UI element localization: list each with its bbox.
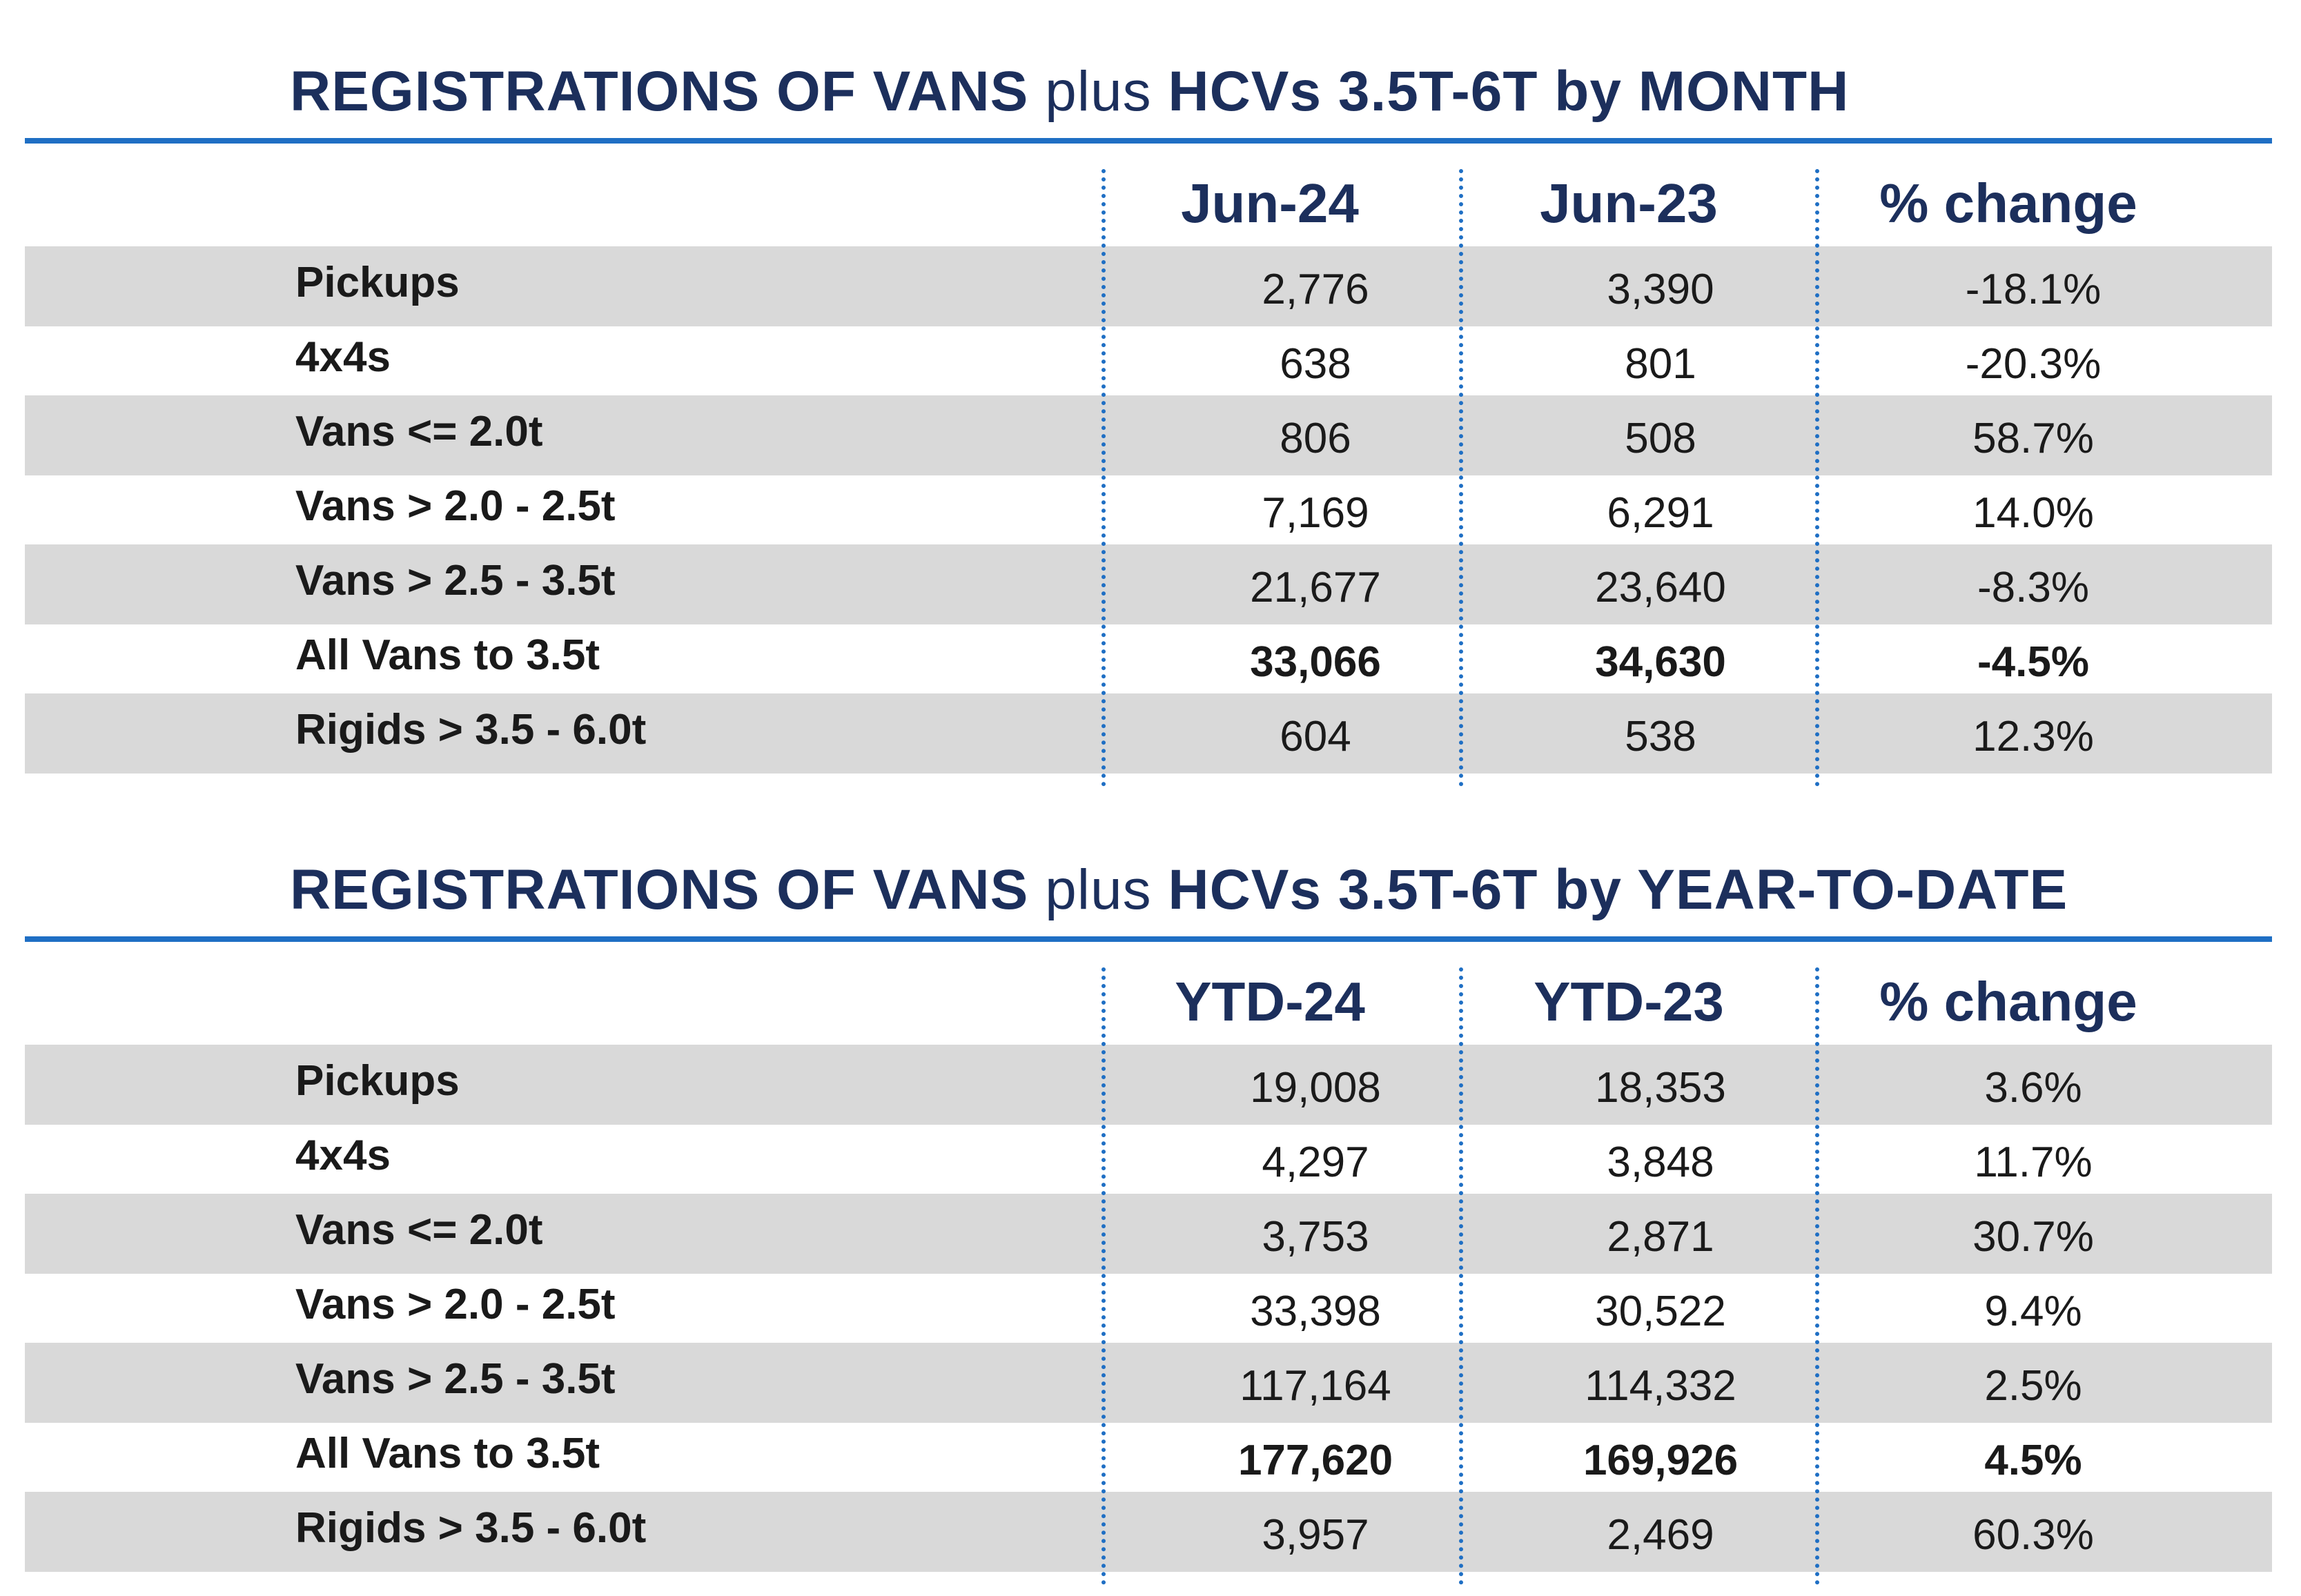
value-change: -8.3% xyxy=(1977,564,2089,611)
table-row xyxy=(25,246,2272,326)
value-change: 4.5% xyxy=(1984,1437,2082,1484)
month-title-rule xyxy=(25,138,2272,144)
column-divider xyxy=(1101,169,1106,787)
row-label: All Vans to 3.5t xyxy=(295,1430,600,1477)
month-title-bold-1: REGISTRATIONS OF VANS xyxy=(290,60,1029,123)
month-header-row xyxy=(0,166,2301,242)
value-change: 14.0% xyxy=(1972,489,2094,537)
month-title-bold-2: HCVs 3.5T-6T by MONTH xyxy=(1168,60,1850,123)
ytd-table-title xyxy=(290,858,2068,923)
ytd-header-current: YTD-24 xyxy=(1175,971,1365,1032)
value-previous: 6,291 xyxy=(1607,489,1714,537)
value-change: 2.5% xyxy=(1984,1362,2082,1410)
value-change: -4.5% xyxy=(1977,638,2089,686)
row-label: Pickups xyxy=(295,1057,460,1105)
value-current: 7,169 xyxy=(1262,489,1369,537)
table-row xyxy=(25,470,2272,550)
value-previous: 801 xyxy=(1625,340,1696,388)
value-current: 33,398 xyxy=(1250,1288,1381,1335)
value-change: 11.7% xyxy=(1974,1139,2093,1186)
column-divider xyxy=(1815,967,1819,1585)
value-change: -20.3% xyxy=(1965,340,2102,388)
month-title-thin: plus xyxy=(1045,60,1152,123)
value-change: 58.7% xyxy=(1972,415,2094,462)
table-row xyxy=(25,1492,2272,1572)
value-previous: 508 xyxy=(1625,415,1696,462)
value-previous: 3,848 xyxy=(1607,1139,1714,1186)
ytd-title-bold-2: HCVs 3.5T-6T by YEAR-TO-DATE xyxy=(1168,858,2068,921)
value-current: 4,297 xyxy=(1262,1139,1369,1186)
row-label: Vans <= 2.0t xyxy=(295,1206,543,1254)
value-previous: 34,630 xyxy=(1595,638,1726,686)
ytd-title-thin: plus xyxy=(1045,858,1152,921)
value-current: 33,066 xyxy=(1250,638,1381,686)
ytd-header-row xyxy=(0,964,2301,1040)
value-current: 19,008 xyxy=(1250,1064,1381,1112)
ytd-header-change: % change xyxy=(1879,971,2137,1032)
row-label: Vans > 2.5 - 3.5t xyxy=(295,557,616,604)
value-previous: 114,332 xyxy=(1585,1362,1736,1410)
ytd-title-bold-1: REGISTRATIONS OF VANS xyxy=(290,858,1029,921)
row-label: Vans > 2.0 - 2.5t xyxy=(295,1281,616,1328)
row-label: Vans > 2.5 - 3.5t xyxy=(295,1355,616,1403)
value-previous: 23,640 xyxy=(1595,564,1726,611)
value-current: 2,776 xyxy=(1262,266,1369,313)
table-row xyxy=(25,544,2272,624)
value-current: 21,677 xyxy=(1250,564,1381,611)
value-previous: 18,353 xyxy=(1595,1064,1726,1112)
row-label: Vans > 2.0 - 2.5t xyxy=(295,482,616,530)
value-change: 12.3% xyxy=(1972,713,2094,760)
row-label: Rigids > 3.5 - 6.0t xyxy=(295,706,647,753)
table-row-total xyxy=(25,619,2272,699)
value-previous: 169,926 xyxy=(1583,1437,1739,1484)
column-divider xyxy=(1459,169,1463,787)
table-row xyxy=(25,395,2272,475)
value-current: 806 xyxy=(1280,415,1351,462)
table-row xyxy=(25,321,2272,401)
ytd-header-previous: YTD-23 xyxy=(1534,971,1724,1032)
value-previous: 3,390 xyxy=(1607,266,1714,313)
value-previous: 30,522 xyxy=(1595,1288,1726,1335)
row-label: Vans <= 2.0t xyxy=(295,408,543,455)
month-table-title xyxy=(290,59,1849,124)
month-header-previous: Jun-23 xyxy=(1540,173,1718,234)
table-row xyxy=(25,1045,2272,1125)
value-previous: 538 xyxy=(1625,713,1696,760)
value-change: 30.7% xyxy=(1972,1213,2094,1261)
table-row xyxy=(25,1268,2272,1348)
table-row xyxy=(25,1343,2272,1423)
row-label: 4x4s xyxy=(295,333,391,381)
column-divider xyxy=(1459,967,1463,1585)
value-change: 60.3% xyxy=(1972,1511,2094,1559)
column-divider xyxy=(1101,967,1106,1585)
table-row xyxy=(25,1119,2272,1199)
value-current: 604 xyxy=(1280,713,1351,760)
table-row xyxy=(25,1194,2272,1274)
column-divider xyxy=(1815,169,1819,787)
value-current: 638 xyxy=(1280,340,1351,388)
table-row xyxy=(25,693,2272,774)
value-change: -18.1% xyxy=(1965,266,2102,313)
value-change: 3.6% xyxy=(1984,1064,2082,1112)
value-previous: 2,469 xyxy=(1607,1511,1714,1559)
value-previous: 2,871 xyxy=(1607,1213,1714,1261)
table-row-total xyxy=(25,1417,2272,1497)
row-label: Pickups xyxy=(295,259,460,306)
value-current: 177,620 xyxy=(1237,1437,1393,1484)
value-current: 117,164 xyxy=(1240,1362,1391,1410)
value-current: 3,957 xyxy=(1262,1511,1369,1559)
ytd-title-rule xyxy=(25,936,2272,942)
row-label: All Vans to 3.5t xyxy=(295,631,600,679)
month-header-current: Jun-24 xyxy=(1181,173,1359,234)
month-header-change: % change xyxy=(1879,173,2137,234)
row-label: Rigids > 3.5 - 6.0t xyxy=(295,1504,647,1552)
value-change: 9.4% xyxy=(1984,1288,2082,1335)
row-label: 4x4s xyxy=(295,1132,391,1179)
value-current: 3,753 xyxy=(1262,1213,1369,1261)
